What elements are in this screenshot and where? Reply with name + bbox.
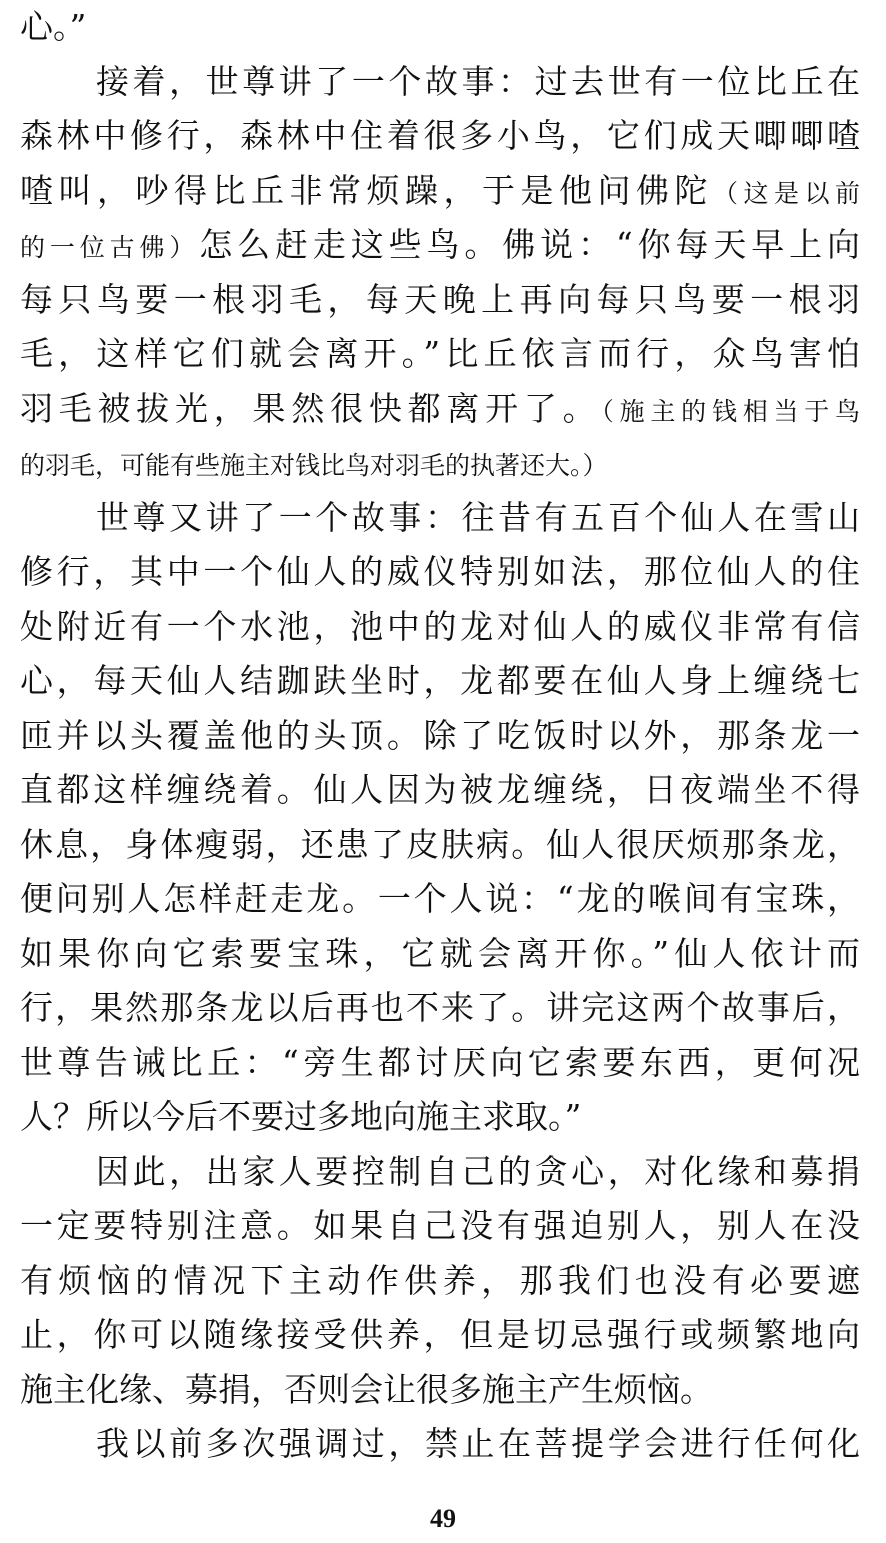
- text-line: [20, 218, 860, 273]
- text-line: [20, 1199, 860, 1254]
- line-text: 因此，出家人要控制自己的贪心，对化缘和募捐: [96, 1151, 860, 1191]
- text-line: [20, 763, 860, 818]
- text-line: [20, 1308, 860, 1363]
- text-line: [20, 709, 860, 764]
- text-line: [20, 872, 860, 927]
- text-line: [20, 436, 860, 491]
- text-line: [20, 545, 860, 600]
- line-text: 修行，其中一个仙人的威仪特别如法，那位仙人的住: [20, 552, 860, 591]
- text-line: [20, 327, 860, 382]
- text-line: [20, 981, 860, 1036]
- text-line: [20, 654, 860, 709]
- line-text: 行，果然那条龙以后再也不来了。讲完这两个故事后，: [20, 988, 860, 1027]
- line-text: 毛，这样它们就会离开。”比丘依言而行，众鸟害怕: [20, 334, 860, 373]
- text-line: [20, 273, 860, 328]
- body-text: [20, 0, 860, 1472]
- text-line: [20, 164, 860, 219]
- line-text: 每只鸟要一根羽毛，每天晚上再向每只鸟要一根羽: [20, 279, 860, 319]
- line-text: 直都这样缠绕着。仙人因为被龙缠绕，日夜端坐不得: [20, 770, 860, 809]
- line-text: 处附近有一个水池，池中的龙对仙人的威仪非常有信: [20, 606, 860, 646]
- line-text: 羽毛被拔光，果然很快都离开了。: [20, 388, 602, 428]
- text-line: [20, 491, 860, 546]
- line-text: 心。”: [20, 7, 87, 46]
- line-text: 一定要特别注意。如果自己没有强迫别人，别人在没: [20, 1206, 860, 1245]
- line-text: 便问别人怎样赶走龙。一个人说：“龙的喉间有宝珠，: [20, 879, 860, 918]
- line-text: 有烦恼的情况下主动作供养，那我们也没有必要遮: [20, 1260, 860, 1300]
- text-line: [20, 1417, 860, 1472]
- line-text: 心，每天仙人结跏趺坐时，龙都要在仙人身上缠绕七: [20, 661, 860, 700]
- line-text: 如果你向它索要宝珠，它就会离开你。”仙人依计而: [20, 933, 860, 973]
- page-number: 49: [430, 1504, 456, 1533]
- annotation-text: 的一位古佛）: [20, 233, 200, 262]
- text-line: [20, 600, 860, 655]
- text-line: [20, 109, 860, 164]
- line-text: 我以前多次强调过，禁止在菩提学会进行任何化: [96, 1424, 860, 1463]
- text-line: [20, 1145, 860, 1200]
- text-line: [20, 382, 860, 437]
- text-line: [20, 55, 860, 110]
- text-line: [20, 1036, 860, 1091]
- text-line: [20, 1363, 860, 1418]
- text-line: [20, 818, 860, 873]
- text-line: [20, 1254, 860, 1309]
- line-text-continued: 怎么赶走这些鸟。佛说：“你每天早上向: [199, 225, 860, 264]
- annotation-text: 的羽毛，可能有些施主对钱比鸟对羽毛的执著还大。）: [20, 451, 608, 480]
- annotation-text: （施主的钱相当于鸟: [601, 396, 860, 426]
- line-text: 人？所以今后不要过多地向施主求取。”: [20, 1097, 582, 1136]
- line-text: 施主化缘、募捐，否则会让很多施主产生烦恼。: [20, 1369, 713, 1409]
- line-text: 世尊又讲了一个故事：往昔有五百个仙人在雪山: [96, 497, 860, 537]
- line-text: 世尊告诫比丘：“旁生都讨厌向它索要东西，更何况: [20, 1042, 860, 1082]
- line-text: 止，你可以随缘接受供养，但是切忌强行或频繁地向: [20, 1315, 860, 1354]
- line-text: 森林中修行，森林中住着很多小鸟，它们成天唧唧喳: [20, 116, 860, 155]
- line-text: 匝并以头覆盖他的头顶。除了吃饭时以外，那条龙一: [20, 715, 860, 755]
- text-line: [20, 927, 860, 982]
- text-line: [20, 1090, 860, 1145]
- text-line: [20, 0, 860, 55]
- annotation-text: （这是以前: [713, 178, 860, 208]
- line-text: 接着，世尊讲了一个故事：过去世有一位比丘在: [96, 61, 860, 101]
- line-text: 休息，身体瘦弱，还患了皮肤病。仙人很厌烦那条龙，: [20, 824, 860, 864]
- line-text: 喳叫，吵得比丘非常烦躁，于是他问佛陀: [20, 170, 713, 210]
